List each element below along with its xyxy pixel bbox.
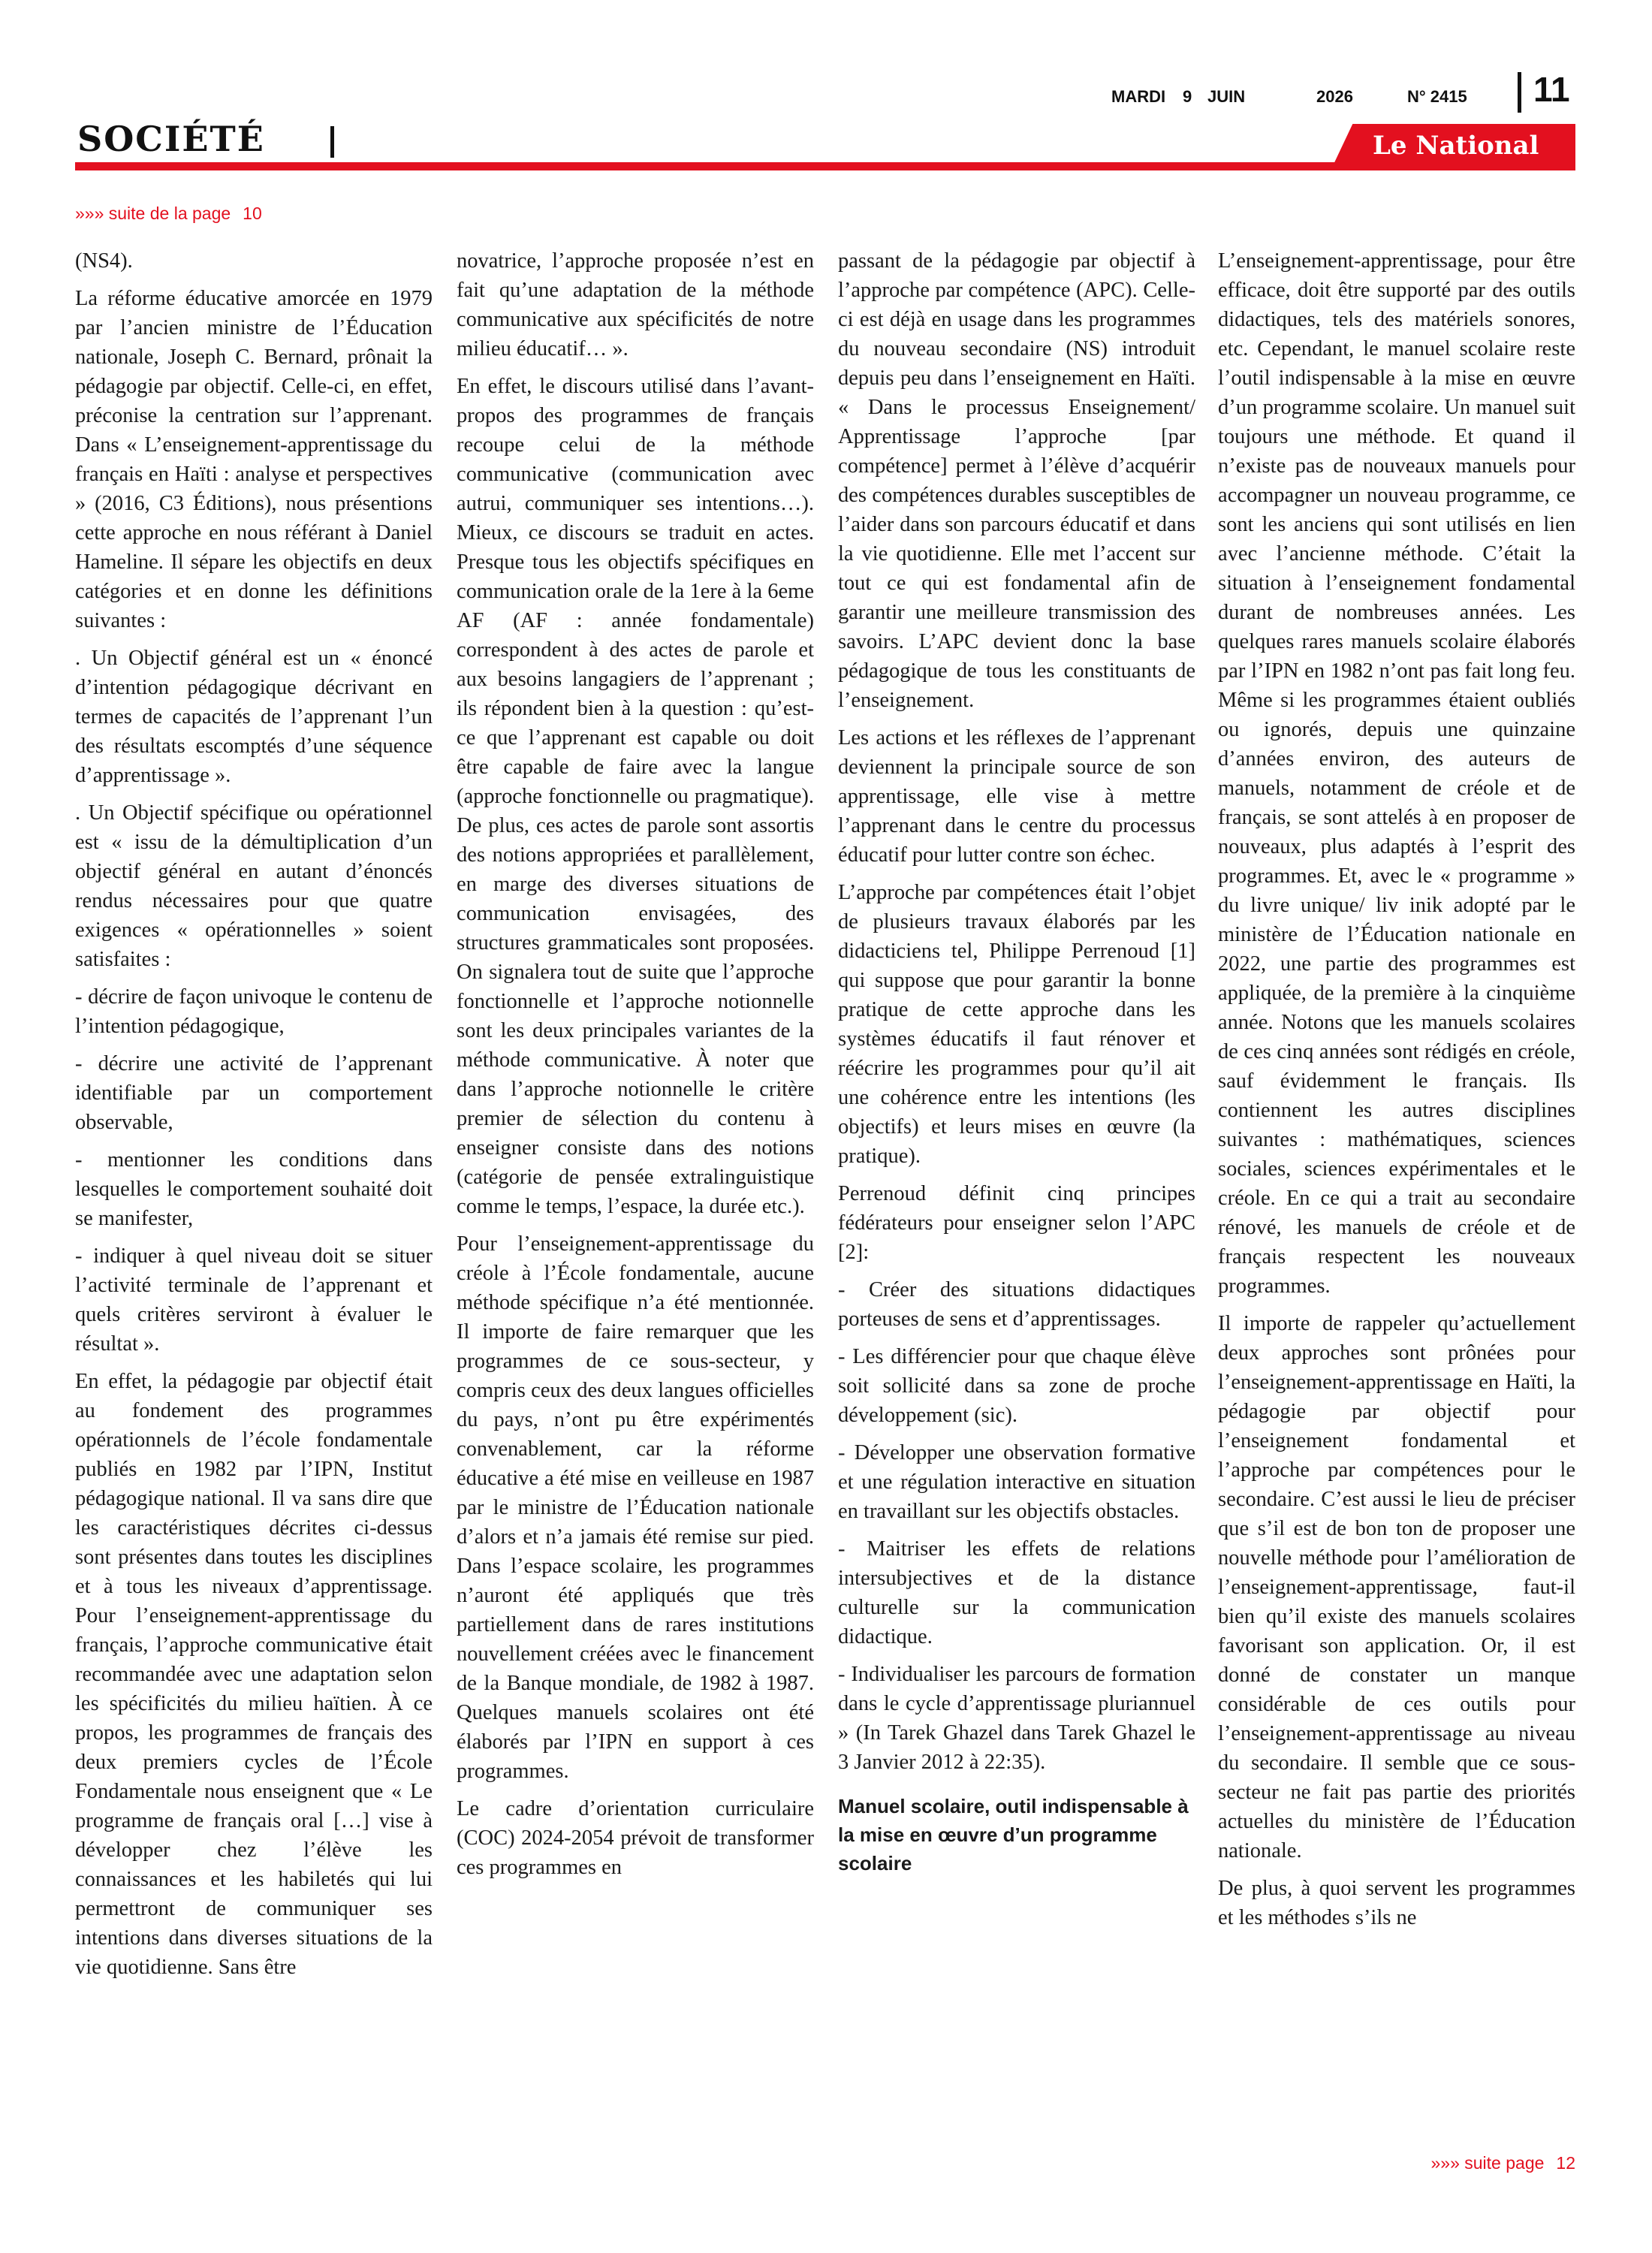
issue-date-day: 9	[1183, 87, 1192, 106]
paragraph: - décrire de façon univoque le contenu de l’intention pédagogique,	[75, 985, 433, 1038]
paragraph: L’enseignement-apprentissage, pour être efficace, doit être supporté par des outils didactiques, tels des matériels sonores, etc. Cependant, le manuel scolaire reste l’outil indispensable à la mise en œuvre d’un programme scolaire. Un manuel suit toujours une méthode. Et quand il n’existe pas de nouveaux manuels pour accompagner un nouveau programme, ce sont les anciens qui sont utilisés en lien avec l’ancienne méthode. C’était la situation à l’enseignement fondamental durant de nombreuses années. Les quelques rares manuels scolaire élaborés par l’IPN en 1982 n’ont pas fait long feu. Même si les programmes étaient oubliés ou ignorés, depuis une quinzaine d’années environ, des auteurs de manuels, notamment de créole et de français, se sont attelés à en proposer de nouveaux, plus adaptés à l’esprit des programmes. Et, avec le « programme » du livre unique/ liv inik adopté par le ministère de l’Éducation nationale en 2022, une partie des programmes est appliquée, de la première à la cinquième année. Notons que les manuels scolaires de ces cinq années sont rédigés en créole, sauf évidemment le français. Ils contiennent les autres disciplines suivantes : mathématiques, sciences sociales, sciences expérimentales et le créole. En ce qui a trait au secondaire rénové, les manuels de créole et de français respectent les nouveaux programmes.	[1218, 249, 1575, 1298]
article-column-3	[838, 246, 1195, 2154]
paragraph: Il importe de rappeler qu’actuellement deux approches sont prônées pour l’enseignement-apprentissage en Haïti, la pédagogie par objectif pour l’enseignement fondamental et l’approche par compétences pour le secondaire. C’est aussi le lieu de préciser que s’il est de bon ton de proposer une nouvelle méthode pour l’amélioration de l’enseignement-apprentissage, faut-il bien qu’il existe des manuels scolaires favorisant son application. Or, il est donné de constater un manque considérable de ces outils pour l’enseignement-apprentissage au niveau du secondaire. Il semble que ce sous-secteur ne fait pas partie des priorités actuelles du ministère de l’Éducation nationale.	[1218, 1312, 1575, 1862]
paragraph: - Les différencier pour que chaque élève soit sollicité dans sa zone de proche développement (sic).	[838, 1345, 1195, 1427]
continued-on-link[interactable]	[1431, 2153, 1576, 2173]
issue-month: JUIN	[1207, 87, 1246, 106]
paragraph: - Individualiser les parcours de formation dans le cycle d’apprentissage pluriannuel » (In Tarek Ghazel dans Tarek Ghazel le 3 Janvier 2012 à 22:35).	[838, 1663, 1195, 1774]
paragraph: - indiquer à quel niveau doit se situer l’activité terminale de l’apprenant et quels critères serviront à évaluer le résultat ».	[75, 1244, 433, 1356]
issue-year: 2026	[1316, 87, 1353, 106]
article-column-4	[1218, 246, 1575, 2154]
paragraph: - mentionner les conditions dans lesquelles le comportement souhaité doit se manifester,	[75, 1148, 433, 1230]
paragraph: Pour l’enseignement-apprentissage du créole à l’École fondamentale, aucune méthode spécifique n’a été mentionnée. Il importe de faire remarquer que les programmes de ce sous-secteur, y compris ceux des deux langues officielles du pays, n’ont pu être expérimentés convenablement, car la réforme éducative a été mise en veilleuse en 1987 par le ministre de l’Éducation nationale d’alors et n’a jamais été remise sur pied. Dans l’espace scolaire, les programmes n’auront été appliqués que très partiellement dans de rares institutions nouvellement créées avec le financement de la Banque mondiale, de 1982 à 1987. Quelques manuels scolaires ont été élaborés par l’IPN en support à ces programmes.	[457, 1232, 814, 1783]
paragraph: Le cadre d’orientation curriculaire (COC) 2024-2054 prévoit de transformer ces programmes en	[457, 1797, 814, 1879]
paragraph: passant de la pédagogie par objectif à l’approche par compétence (APC). Celle-ci est déjà en usage dans les programmes du nouveau secondaire (NS) introduit depuis peu dans l’enseignement en Haïti. « Dans le processus Enseignement/ Apprentissage l’approche [par compétence] permet à l’élève d’acquérir des compétences durables susceptibles de l’aider dans son parcours éducatif et dans la vie quotidienne. Elle met l’accent sur tout ce qui est fondamental afin de garantir une meilleure transmission des savoirs. L’APC devient donc la base pédagogique de tous les constituants de l’enseignement.	[838, 249, 1195, 712]
paragraph: . Un Objectif spécifique ou opérationnel est « issu de la démultiplication d’un objectif général en autant d’énoncés rendus nécessaires pour que quatre exigences « opérationnelles » soient satisfaites :	[75, 801, 433, 971]
page-number-divider	[1518, 72, 1521, 113]
continued-on-prefix: »»» suite page	[1430, 2153, 1545, 2173]
paragraph: - décrire une activité de l’apprenant identifiable par un comportement observable,	[75, 1052, 433, 1134]
section-divider	[330, 126, 334, 158]
continued-from-page: 10	[243, 204, 262, 223]
issue-number: N° 2415	[1407, 87, 1467, 106]
page-number: 11	[1533, 70, 1570, 109]
issue-day: MARDI	[1111, 87, 1166, 106]
paragraph: - Développer une observation formative et une régulation interactive en situation en travaillant sur les objectifs obstacles.	[838, 1441, 1195, 1523]
paragraph: De plus, à quoi servent les programmes et les méthodes s’ils ne	[1218, 1877, 1575, 1929]
article-column-1	[75, 246, 433, 2154]
paragraph: - Maitriser les effets de relations intersubjectives et de la distance culturelle sur la communication didactique.	[838, 1537, 1195, 1648]
paragraph: . Un Objectif général est un « énoncé d’intention pédagogique décrivant en termes de capacités de l’apprenant l’un des résultats escomptés d’une séquence d’apprentissage ».	[75, 647, 433, 787]
paragraph: Perrenoud définit cinq principes fédérateurs pour enseigner selon l’APC [2]:	[838, 1182, 1195, 1264]
article-column-2	[457, 246, 814, 2154]
paragraph: La réforme éducative amorcée en 1979 par l’ancien ministre de l’Éducation nationale, Joseph C. Bernard, prônait la pédagogie par objectif. Celle-ci, en effet, préconise la centration sur l’apprenant. Dans « L’enseignement-apprentissage du français en Haïti : analyse et perspectives » (2016, C3 Éditions), nous présentions cette approche en nous référant à Daniel Hameline. Il sépare les objectifs en deux catégories et en donne les définitions suivantes :	[75, 287, 433, 632]
paragraph: En effet, la pédagogie par objectif était au fondement des programmes opérationnels de l’école fondamentale publiés en 1982 par l’IPN, Institut pédagogique national. Il va sans dire que les caractéristiques décrites ci-dessus sont présentes dans toutes les disciplines et à tous les niveaux d’apprentissage. Pour l’enseignement-apprentissage du français, l’approche communicative était recommandée avec une adaptation selon les spécificités du milieu haïtien. À ce propos, les programmes de français des deux premiers cycles de l’École Fondamentale nous enseignent que « Le programme de français oral […] vise à développer chez l’élève les connaissances et les habiletés qui lui permettront de communiquer ses intentions dans diverses situations de la vie quotidienne. Sans être	[75, 1370, 433, 1979]
paragraph: L’approche par compétences était l’objet de plusieurs travaux élaborés par les didacticiens tel, Philippe Perrenoud [1] qui suppose que pour garantir la bonne pratique de cette approche dans les systèmes éducatifs il faut rénover et réécrire les programmes pour qu’il ait une cohérence entre les intentions (les objectifs) et leurs mises en œuvre (la pratique).	[838, 881, 1195, 1168]
continued-from-prefix: »»» suite de la page	[75, 204, 231, 223]
paragraph: Les actions et les réflexes de l’apprenant deviennent la principale source de son apprentissage, elle vise à mettre l’apprenant dans le centre du processus éducatif pour lutter contre son échec.	[838, 726, 1195, 867]
paragraph: En effet, le discours utilisé dans l’avant- propos des programmes de français recoupe celui de la méthode communicative (communication avec autrui, communiquer ses intentions…). Mieux, ce discours se traduit en actes. Presque tous les objectifs spécifiques en communication orale de la 1ere à la 6eme AF (AF : année fondamentale) correspondent à des actes de parole et aux besoins langagiers de l’apprenant ; ils répondent bien à la question : qu’est-ce que l’apprenant est capable ou doit être capable de faire avec la langue (approche fonctionnelle ou pragmatique). De plus, ces actes de parole sont assortis des notions appropriées et parallèlement, en marge des diverses situations de communication envisagées, des structures grammaticales sont proposées. On signalera tout de suite que l’approche fonctionnelle et l’approche notionnelle sont les deux principales variantes de la méthode communicative. À noter que dans l’approche notionnelle le critère premier de sélection du contenu à enseigner consiste dans des notions (catégorie de pensée extralinguistique comme le temps, l’espace, la durée etc.).	[457, 375, 814, 1218]
article-subheading: Manuel scolaire, outil indispensable à la mise en œuvre d’un programme scolaire	[838, 1795, 1189, 1874]
paragraph: novatrice, l’approche proposée n’est en fait qu’une adaptation de la méthode communicative aux spécificités de notre milieu éducatif… ».	[457, 249, 814, 360]
issue-info	[1111, 83, 1517, 113]
continued-on-page: 12	[1556, 2153, 1575, 2173]
paragraph: (NS4).	[75, 249, 133, 273]
newspaper-name: Le National	[1373, 131, 1539, 161]
section-title: SOCIÉTÉ	[77, 119, 265, 159]
continued-from-link[interactable]	[75, 204, 262, 224]
paragraph: - Créer des situations didactiques porteuses de sens et d’apprentissages.	[838, 1278, 1195, 1331]
